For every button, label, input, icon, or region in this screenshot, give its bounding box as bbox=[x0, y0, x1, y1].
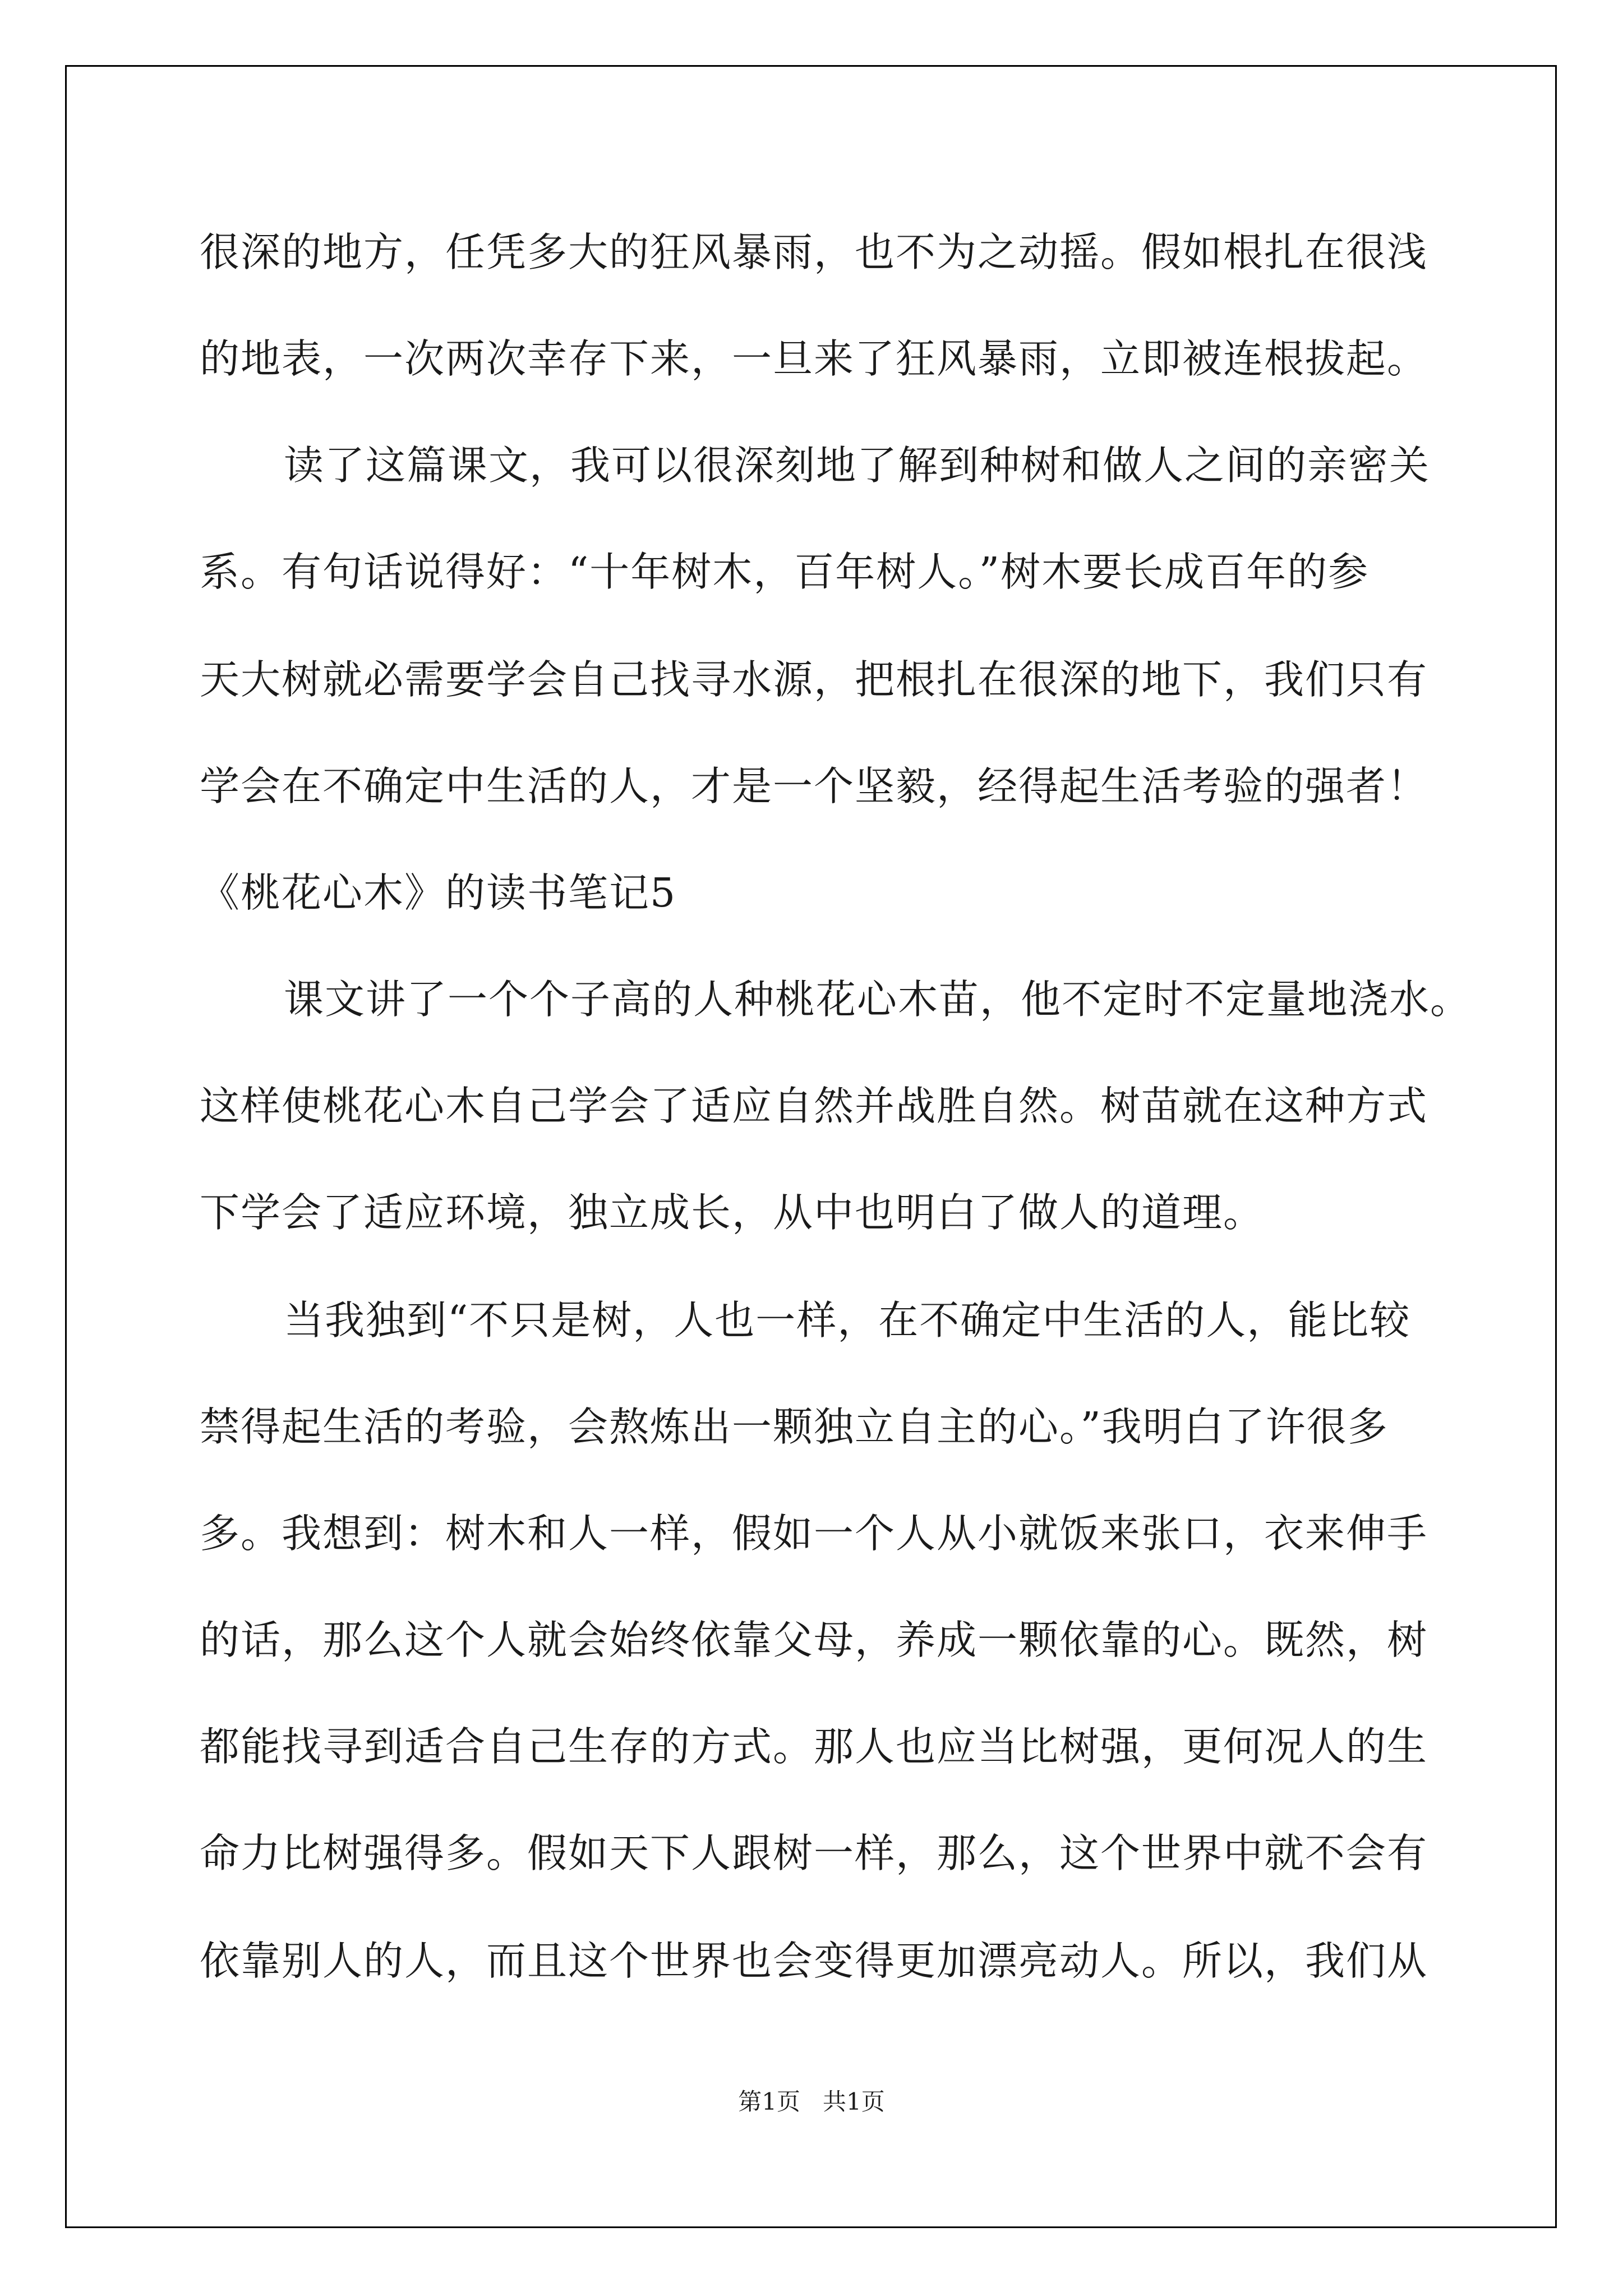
text-line-3: 读了这篇课文，我可以很深刻地了解到种树和做人之间的亲密关 bbox=[284, 442, 1431, 489]
text-line-1: 很深的地方，任凭多大的狂风暴雨，也不为之动摇。假如根扎在很浅 bbox=[200, 229, 1428, 275]
text-line-12: 禁得起生活的考验，会熬炼出一颗独立自主的心。”我明白了许很多 bbox=[200, 1404, 1389, 1450]
text-line-6: 学会在不确定中生活的人，才是一个坚毅，经得起生活考验的强者！ bbox=[200, 763, 1428, 809]
text-line-8: 课文讲了一个个子高的人种桃花心木苗，他不定时不定量地浇水。 bbox=[284, 976, 1472, 1023]
text-line-17: 依靠别人的人，而且这个世界也会变得更加漂亮动人。所以，我们从 bbox=[200, 1938, 1428, 1984]
text-line-10: 下学会了适应环境，独立成长，从中也明白了做人的道理。 bbox=[200, 1189, 1265, 1236]
page-footer: 第1页 共1页 bbox=[738, 2088, 885, 2115]
text-line-9: 这样使桃花心木自己学会了适应自然并战胜自然。树苗就在这种方式 bbox=[200, 1083, 1428, 1129]
text-line-14: 的话，那么这个人就会始终依靠父母，养成一颗依靠的心。既然，树 bbox=[200, 1617, 1428, 1663]
text-line-11: 当我独到“不只是树，人也一样，在不确定中生活的人，能比较 bbox=[284, 1297, 1411, 1343]
text-line-15: 都能找寻到适合自己生存的方式。那人也应当比树强，更何况人的生 bbox=[200, 1723, 1428, 1770]
section-heading: 《桃花心木》的读书笔记5 bbox=[200, 869, 677, 916]
text-line-5: 天大树就必需要学会自己找寻水源，把根扎在很深的地下，我们只有 bbox=[200, 656, 1428, 703]
text-line-2: 的地表，一次两次幸存下来，一旦来了狂风暴雨，立即被连根拔起。 bbox=[200, 335, 1428, 382]
text-line-16: 命力比树强得多。假如天下人跟树一样，那么，这个世界中就不会有 bbox=[200, 1830, 1428, 1876]
text-line-13: 多。我想到：树木和人一样，假如一个人从小就饭来张口，衣来伸手 bbox=[200, 1510, 1428, 1557]
text-line-4: 系。有句话说得好：“十年树木，百年树人。”树木要长成百年的参 bbox=[200, 549, 1370, 595]
